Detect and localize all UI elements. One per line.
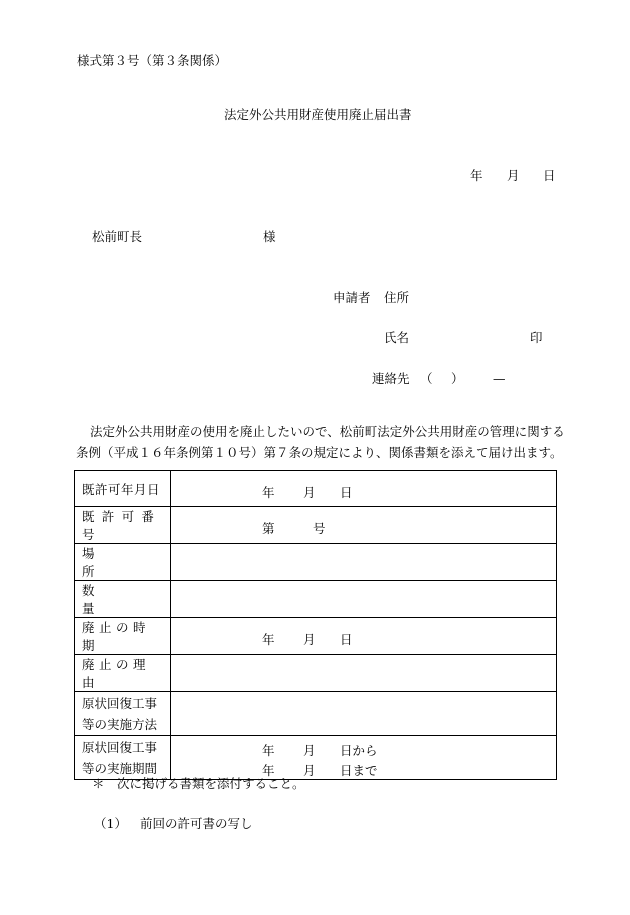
- date-year: 年: [470, 168, 483, 183]
- body-text-line2: 条例（平成１６年条例第１０号）第７条の規定により、関係書類を添えて届け出ます。: [76, 445, 563, 460]
- date-day: 日: [543, 168, 556, 183]
- attachment-note: ＊ 次に掲げる書類を添付すること。: [92, 776, 305, 791]
- table-row: [75, 618, 557, 655]
- label-cell: [75, 544, 171, 581]
- addressee-name: 松前町長: [92, 229, 143, 244]
- contact-paren-open: （: [420, 371, 433, 386]
- form-number: 様式第３号（第３条関係）: [77, 53, 228, 68]
- label-cell: [75, 655, 171, 692]
- restoration-method-field[interactable]: [171, 692, 557, 736]
- location-field[interactable]: [171, 544, 557, 581]
- label-cell: [75, 618, 171, 655]
- row-label-abolition-reason: 廃止の理由: [82, 657, 151, 690]
- period-to-month: 月: [303, 763, 316, 778]
- period-from-day: 日から: [340, 743, 378, 758]
- permit-number-field[interactable]: [171, 507, 557, 544]
- permit-year: 年: [262, 485, 275, 500]
- row-label-location: 場所: [82, 546, 152, 579]
- period-to-day: 日まで: [340, 763, 378, 778]
- label-cell: [75, 736, 171, 780]
- contact-label: 連絡先: [372, 371, 410, 386]
- row-label-restoration-method: 原状回復工事 等の実施方法: [82, 695, 158, 732]
- row-label-permit-number: 既許可番号: [82, 509, 162, 542]
- document-title: 法定外公共用財産使用廃止届出書: [224, 107, 412, 122]
- quantity-field[interactable]: [171, 581, 557, 618]
- label-cell: [75, 692, 171, 736]
- abolition-day: 日: [340, 632, 353, 647]
- permit-month: 月: [303, 485, 316, 500]
- permit-number-go: 号: [313, 521, 326, 536]
- table-row: [75, 544, 557, 581]
- abolition-month: 月: [303, 632, 316, 647]
- period-from-year: 年: [262, 743, 275, 758]
- applicant-label: 申請者: [333, 290, 371, 305]
- table-row: [75, 736, 557, 780]
- table-row: [75, 581, 557, 618]
- body-text-line1: 法定外公共用財産の使用を廃止したいので、松前町法定外公共用財産の管理に関する: [90, 424, 565, 439]
- label-cell: [75, 471, 171, 507]
- abolition-year: 年: [262, 632, 275, 647]
- row-label-restoration-period: 原状回復工事 等の実施期間: [82, 739, 158, 776]
- abolition-time-field[interactable]: [171, 618, 557, 655]
- row-label-permit-date: 既許可年月日: [82, 481, 161, 497]
- permit-day: 日: [340, 485, 353, 500]
- restoration-period-field[interactable]: [171, 736, 557, 780]
- attachment-number: （1）: [94, 816, 127, 831]
- permit-number-dai: 第: [262, 521, 275, 536]
- contact-paren-close: ）: [451, 371, 464, 386]
- seal-mark: 印: [530, 330, 543, 345]
- period-from-month: 月: [303, 743, 316, 758]
- permit-date-field[interactable]: [171, 471, 557, 507]
- details-table: [74, 470, 557, 780]
- row-label-abolition-time: 廃止の時期: [82, 620, 151, 653]
- date-month: 月: [507, 168, 520, 183]
- attachment-item-text: 前回の許可書の写し: [140, 816, 253, 831]
- address-label: 住所: [384, 290, 410, 305]
- table-row: [75, 471, 557, 507]
- row-label-quantity: 数量: [82, 583, 152, 616]
- addressee-honorific: 様: [263, 229, 276, 244]
- table-row: [75, 692, 557, 736]
- contact-dash: —: [493, 371, 506, 386]
- abolition-reason-field[interactable]: [171, 655, 557, 692]
- label-cell: [75, 507, 171, 544]
- label-cell: [75, 581, 171, 618]
- table-row: [75, 507, 557, 544]
- name-label: 氏名: [384, 330, 410, 345]
- period-to-year: 年: [262, 763, 275, 778]
- table-row: [75, 655, 557, 692]
